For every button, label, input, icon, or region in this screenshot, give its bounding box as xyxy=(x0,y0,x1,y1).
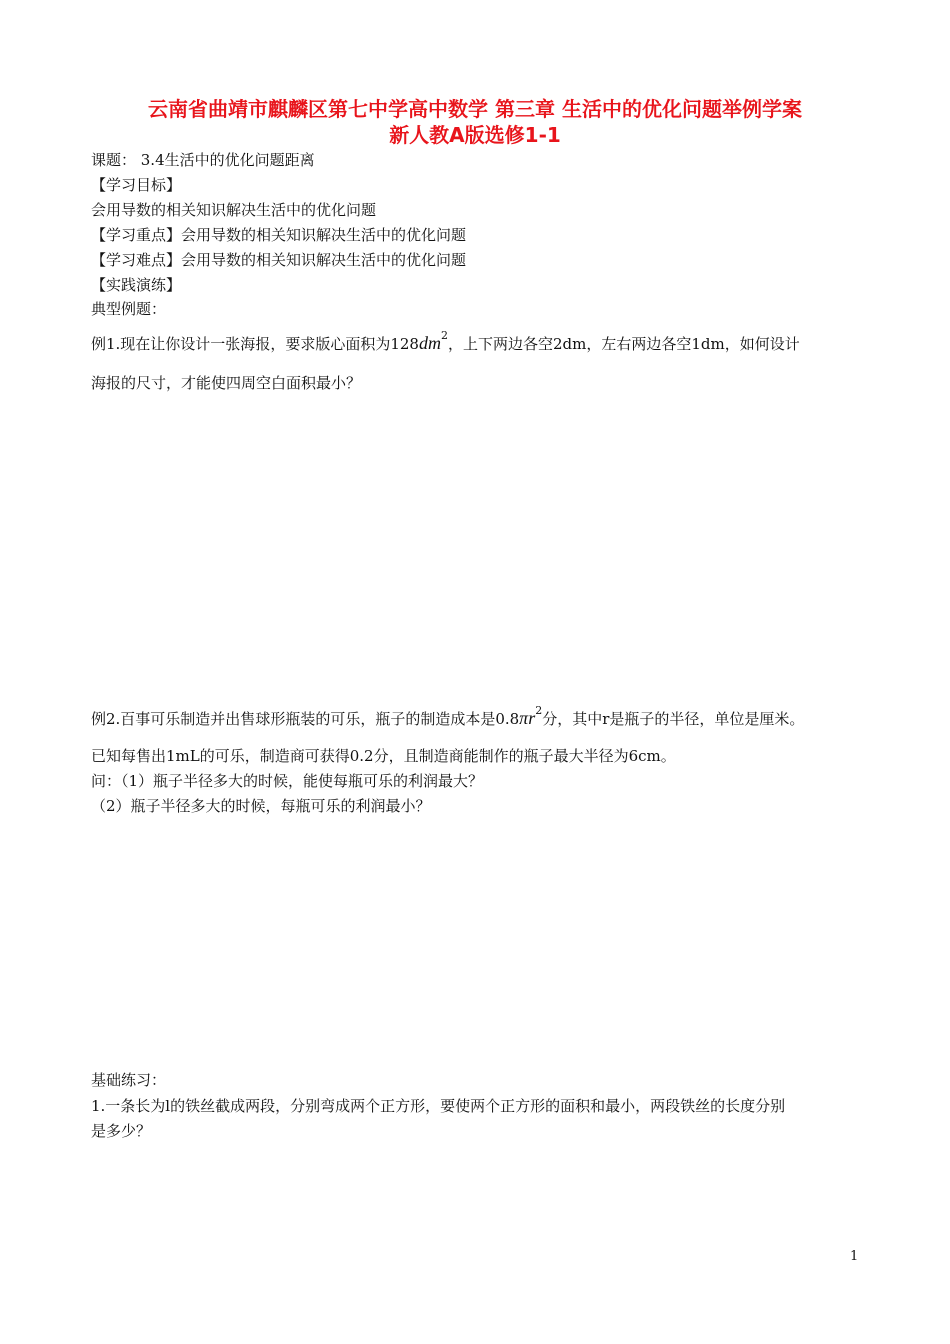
page-number: 1 xyxy=(850,1249,859,1264)
example-2-line-1 xyxy=(91,705,804,729)
learning-goal-text: 会用导数的相关知识解决生活中的优化问题 xyxy=(91,201,377,219)
practice-heading: 【实践演练】 xyxy=(91,276,182,294)
example-2-formula: πr xyxy=(519,708,536,728)
example-2-text-b: 分，其中r是瓶子的半径，单位是厘米。 xyxy=(542,710,805,728)
example-2-line-2: 已知每售出1mL的可乐，制造商可获得0.2分，且制造商能制作的瓶子最大半径为6cm。 xyxy=(91,747,676,765)
example-2-exponent: 2 xyxy=(535,704,543,717)
example-1-line-1 xyxy=(91,330,800,354)
example-2-question-1: 问：（1）瓶子半径多大的时候，能使每瓶可乐的利润最大？ xyxy=(91,772,484,790)
example-2-question-2: （2）瓶子半径多大的时候，每瓶可乐的利润最小？ xyxy=(91,797,431,815)
learning-goal-heading: 【学习目标】 xyxy=(91,176,182,194)
document-title-line-1: 云南省曲靖市麒麟区第七中学高中数学 第三章 生活中的优化问题举例学案 xyxy=(148,97,802,121)
lesson-topic: 课题： 3.4生活中的优化问题距离 xyxy=(91,151,315,169)
example-2-text-a: 例2.百事可乐制造并出售球形瓶装的可乐，瓶子的制造成本是0.8 xyxy=(91,710,520,728)
basic-question-1-line-2: 是多少？ xyxy=(91,1122,152,1140)
document-title-line-2: 新人教A版选修1-1 xyxy=(389,123,561,147)
example-1-line-2: 海报的尺寸，才能使四周空白面积最小？ xyxy=(91,374,362,392)
key-point: 【学习重点】会用导数的相关知识解决生活中的优化问题 xyxy=(91,226,467,244)
example-1-exponent: 2 xyxy=(440,329,448,342)
example-1-text-a: 例1.现在让你设计一张海报，要求版心面积为128 xyxy=(91,335,419,353)
example-1-text-b: ，上下两边各空2dm，左右两边各空1dm，如何设计 xyxy=(447,335,800,353)
example-1-unit: dm xyxy=(418,333,441,353)
basic-practice-heading: 基础练习： xyxy=(91,1071,167,1089)
examples-heading: 典型例题： xyxy=(91,300,167,318)
basic-question-1-line-1: 1.一条长为l的铁丝截成两段，分别弯成两个正方形，要使两个正方形的面积和最小，两段铁丝的长度分别 xyxy=(91,1097,786,1115)
difficulty-point: 【学习难点】会用导数的相关知识解决生活中的优化问题 xyxy=(91,251,467,269)
